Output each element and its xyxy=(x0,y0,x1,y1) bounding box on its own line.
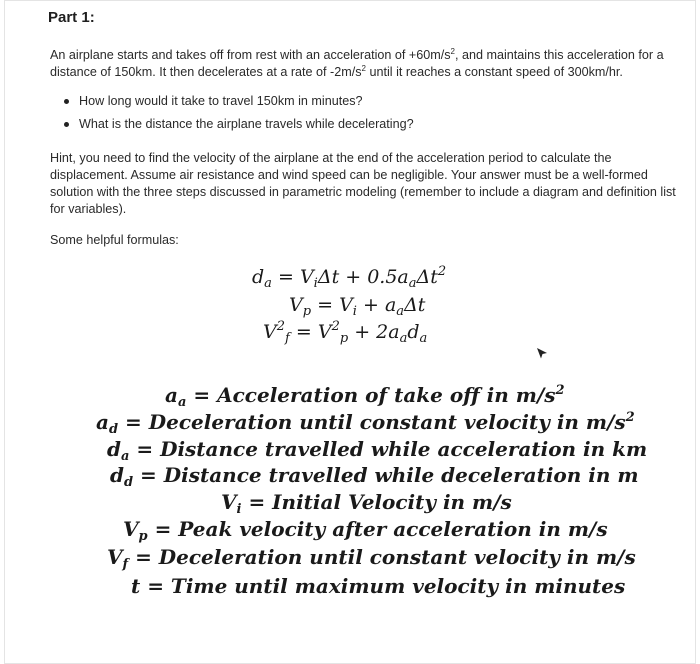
definition-subscript: i xyxy=(236,502,242,517)
formula-term: + a xyxy=(356,294,397,316)
definition-text: = Acceleration of take off in m/s xyxy=(186,383,556,407)
definition-text: = Distance travelled while deceleration in m xyxy=(133,463,639,487)
formula-superscript: 2 xyxy=(331,319,340,334)
formula-subscript: f xyxy=(285,331,290,346)
list-item xyxy=(62,93,414,116)
formula-equals: = xyxy=(311,294,340,316)
bullet-icon xyxy=(64,99,69,104)
definition-takeoff-acceleration xyxy=(165,383,565,410)
formula-symbol: d xyxy=(252,266,265,288)
formula-subscript: a xyxy=(408,276,417,291)
formula-peak-velocity xyxy=(289,294,426,319)
formula-symbol: V xyxy=(289,294,303,316)
definition-superscript: 2 xyxy=(625,410,635,425)
problem-text-2: distance of 150km. It then decelerates at a rate of -2m/s xyxy=(50,65,362,79)
helpful-formulas-label: Some helpful formulas: xyxy=(50,233,179,247)
definition-text: = Deceleration until constant velocity in m/s xyxy=(128,545,636,569)
definition-initial-velocity xyxy=(221,490,512,517)
problem-sup-2: 2 xyxy=(361,63,366,73)
formula-term: + 2a xyxy=(348,321,400,343)
question-text: What is the distance the airplane travels while decelerating? xyxy=(79,117,414,131)
problem-text-1-end: , and maintains this acceleration for a xyxy=(454,48,664,62)
document-page xyxy=(4,0,696,664)
formula-subscript: i xyxy=(313,276,318,291)
formula-subscript: a xyxy=(419,331,428,346)
definition-text: = Distance travelled while acceleration in km xyxy=(129,437,648,461)
definition-time xyxy=(131,574,625,598)
formula-term: V xyxy=(339,294,353,316)
definition-distance-acceleration xyxy=(107,437,648,464)
hint-paragraph: Hint, you need to find the velocity of the airplane at the end of the acceleration period to calculate the displacement. Assume air resistance and wind speed can be negligible. Your answer must be a well-formed solution with the three steps discussed in parametric modeling (remember to include a diagram and definition list for variables). xyxy=(50,151,676,216)
definition-text: = Deceleration until constant velocity in m/s xyxy=(118,410,626,434)
formula-term: Δt + 0.5a xyxy=(317,266,409,288)
definition-subscript: a xyxy=(120,449,130,464)
formula-superscript: 2 xyxy=(437,264,447,279)
formula-subscript: i xyxy=(352,304,357,319)
mouse-pointer-icon xyxy=(535,346,549,360)
problem-statement xyxy=(50,47,682,81)
definition-text: = Peak velocity after acceleration in m/s xyxy=(147,517,608,541)
definition-subscript: f xyxy=(122,557,129,572)
problem-text-2-end: until it reaches a constant speed of 300km/hr. xyxy=(365,65,623,79)
bullet-icon xyxy=(64,122,69,127)
formula-term: V xyxy=(299,266,314,288)
definition-deceleration xyxy=(96,410,635,437)
formula-subscript: p xyxy=(302,304,312,319)
definition-symbol: a xyxy=(165,383,178,407)
problem-text-1: An airplane starts and takes off from rest with an acceleration of +60m/s xyxy=(50,48,451,62)
definition-text: = Time until maximum velocity in minutes xyxy=(140,574,626,598)
page-title: Part 1: xyxy=(48,9,95,26)
definition-symbol: t xyxy=(131,574,141,598)
definition-symbol: V xyxy=(107,545,123,569)
definition-distance-deceleration xyxy=(110,463,639,490)
definition-subscript: d xyxy=(123,475,134,490)
definition-symbol: V xyxy=(123,517,139,541)
definition-symbol: d xyxy=(110,463,124,487)
definition-final-velocity xyxy=(107,545,636,572)
question-list xyxy=(62,93,414,139)
definition-subscript: p xyxy=(138,529,148,544)
formula-symbol: V xyxy=(263,321,277,343)
formula-term: V xyxy=(317,321,332,343)
definition-subscript: a xyxy=(177,395,187,410)
definition-symbol: V xyxy=(221,490,237,514)
list-item xyxy=(62,116,414,139)
formula-subscript: a xyxy=(399,331,408,346)
formula-subscript: p xyxy=(339,331,349,346)
formula-term: Δt xyxy=(416,266,438,288)
definition-peak-velocity xyxy=(123,517,608,544)
definition-symbol: a xyxy=(96,410,109,434)
problem-sup-1: 2 xyxy=(450,46,455,56)
formula-final-velocity xyxy=(263,319,428,346)
definition-superscript: 2 xyxy=(555,383,565,398)
formula-subscript: a xyxy=(396,304,405,319)
question-text: How long would it take to travel 150km in minutes? xyxy=(79,94,363,108)
formula-term: d xyxy=(407,321,420,343)
formula-term: Δt xyxy=(404,294,426,316)
formula-equals: = xyxy=(271,266,300,288)
formula-equals: = xyxy=(289,321,318,343)
formula-superscript: 2 xyxy=(276,319,286,334)
definition-symbol: d xyxy=(107,437,121,461)
definition-text: = Initial Velocity in m/s xyxy=(241,490,512,514)
definition-subscript: d xyxy=(108,422,119,437)
formula-subscript: a xyxy=(264,276,272,291)
formula-displacement xyxy=(252,264,447,291)
